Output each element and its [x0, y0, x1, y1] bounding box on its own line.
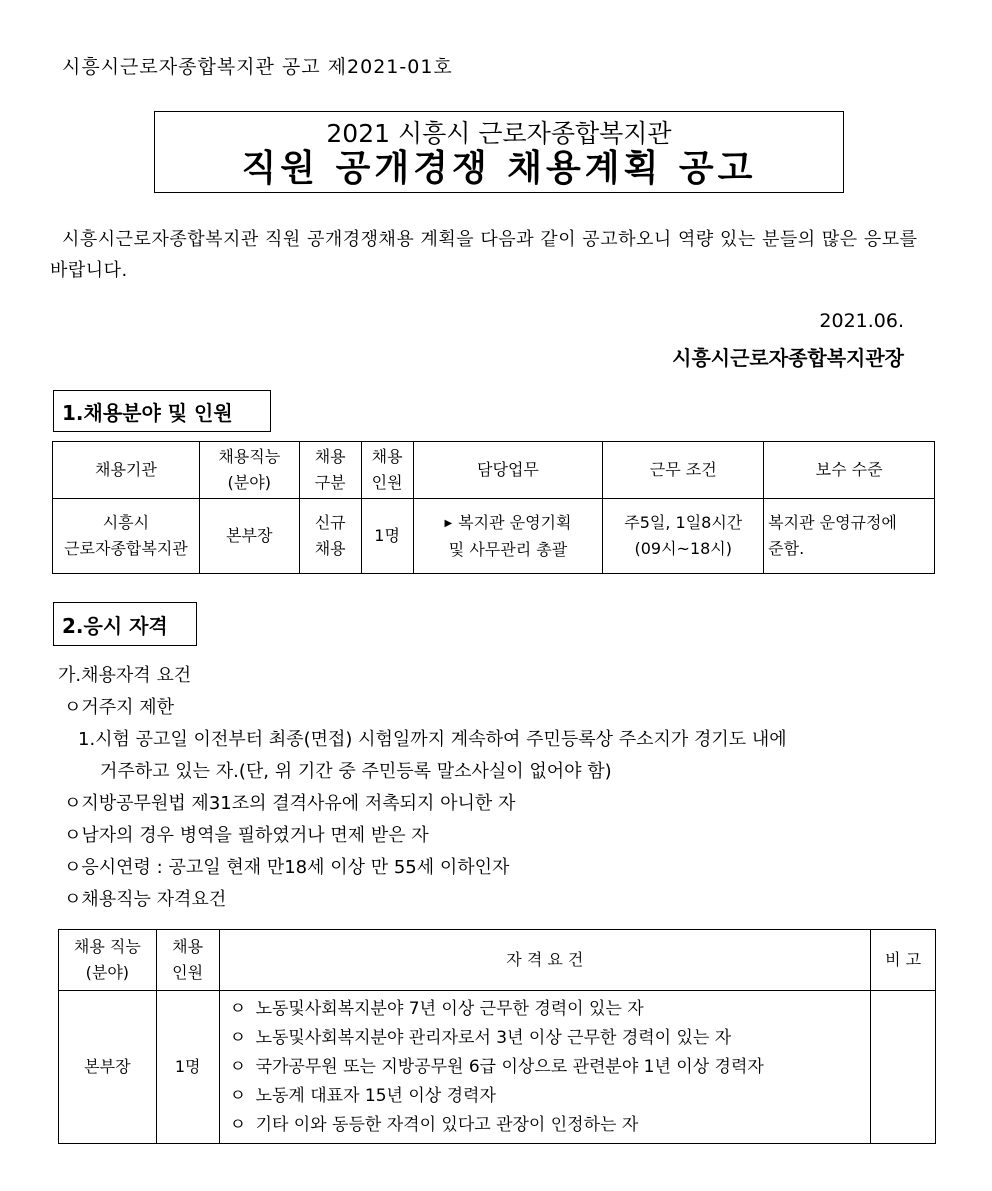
header-cell: 채용 인원 — [156, 930, 219, 991]
header-cell: 보수 수준 — [764, 442, 935, 499]
requirement-text: 국가공무원 또는 지방공무원 6급 이상으로 관련분야 1년 이상 경력자 — [255, 1056, 764, 1077]
list-item: ㅇ남자의 경우 병역을 필하였거나 면제 받은 자 — [64, 825, 429, 846]
duty-cell — [413, 499, 603, 574]
list-item: ㅇ지방공무원법 제31조의 결격사유에 저촉되지 아니한 자 — [64, 793, 516, 814]
count-cell: 1명 — [361, 499, 413, 574]
signer: 시흥시근로자종합복지관장 — [672, 346, 904, 370]
header-cell: 근무 조건 — [603, 442, 764, 499]
qual-subheading: 가.채용자격 요건 — [58, 665, 192, 686]
requirement-text: 노동계 대표자 15년 이상 경력자 — [255, 1085, 496, 1106]
circle-bullet-icon: ㅇ — [229, 998, 246, 1019]
field-cell: 본부장 — [59, 991, 157, 1144]
table-header-row — [53, 442, 935, 499]
intro-paragraph: 시흥시근로자종합복지관 직원 공개경쟁채용 계획을 다음과 같이 공고하오니 역량 있는 분들의 많은 응모를 바랍니다. — [50, 229, 918, 281]
header-cell: 비 고 — [871, 930, 936, 991]
field-cell: 본부장 — [199, 499, 299, 574]
table-row — [53, 499, 935, 574]
requirements-table — [58, 929, 936, 1144]
list-item: 1.시험 공고일 이전부터 최종(면접) 시험일까지 계속하여 주민등록상 주소지가 경기도 내에 — [78, 729, 787, 750]
title-box — [154, 111, 844, 193]
org-cell: 시흥시 근로자종합복지관 — [53, 499, 200, 574]
duty-text: 복지관 운영기획 및 사무관리 총괄 — [448, 512, 572, 559]
header-cell: 자 격 요 건 — [219, 930, 871, 991]
count-cell: 1명 — [156, 991, 219, 1144]
circle-bullet-icon: ㅇ — [229, 1027, 246, 1048]
header-cell: 채용직능 (분야) — [199, 442, 299, 499]
list-item: ㅇ거주지 제한 — [64, 697, 175, 718]
recruitment-table — [52, 441, 935, 574]
notice-date: 2021.06. — [819, 310, 904, 332]
note-cell — [871, 991, 936, 1144]
list-item — [230, 1111, 867, 1140]
requirement-text: 노동및사회복지분야 관리자로서 3년 이상 근무한 경력이 있는 자 — [255, 1027, 732, 1048]
list-item — [230, 1024, 867, 1053]
conditions-cell: 주5일, 1일8시간 (09시~18시) — [603, 499, 764, 574]
section2-heading: 2.응시 자격 — [53, 602, 197, 646]
header-cell: 채용기관 — [53, 442, 200, 499]
header-cell: 채용 직능 (분야) — [59, 930, 157, 991]
list-item: 거주하고 있는 자.(단, 위 기간 중 주민등록 말소사실이 없어야 함) — [100, 761, 612, 782]
title-subtitle: 2021 시흥시 근로자종합복지관 — [326, 119, 672, 148]
table-row — [59, 991, 936, 1144]
table-header-row — [59, 930, 936, 991]
header-cell: 담당업무 — [413, 442, 603, 499]
requirement-text: 노동및사회복지분야 7년 이상 근무한 경력이 있는 자 — [255, 998, 644, 1019]
list-item — [230, 1053, 867, 1082]
circle-bullet-icon: ㅇ — [229, 1085, 246, 1106]
list-item: ㅇ응시연령 : 공고일 현재 만18세 이상 만 55세 이하인자 — [64, 857, 510, 878]
notice-number: 시흥시근로자종합복지관 공고 제2021-01호 — [62, 56, 453, 78]
list-item — [230, 995, 867, 1024]
circle-bullet-icon: ㅇ — [229, 1114, 246, 1135]
pay-cell: 복지관 운영규정에 준함. — [764, 499, 935, 574]
section1-heading: 1.채용분야 및 인원 — [53, 390, 271, 432]
type-cell: 신규 채용 — [299, 499, 361, 574]
list-item: ㅇ채용직능 자격요건 — [64, 889, 227, 910]
header-cell: 채용 구분 — [299, 442, 361, 499]
header-cell: 채용 인원 — [361, 442, 413, 499]
requirement-text: 기타 이와 동등한 자격이 있다고 관장이 인정하는 자 — [255, 1114, 639, 1135]
triangle-bullet-icon: ▶ — [444, 517, 453, 529]
page-title: 직원 공개경쟁 채용계획 공고 — [241, 148, 757, 189]
circle-bullet-icon: ㅇ — [229, 1056, 246, 1077]
list-item — [230, 1082, 867, 1111]
qualification-list — [58, 660, 787, 916]
requirements-cell — [219, 991, 871, 1144]
